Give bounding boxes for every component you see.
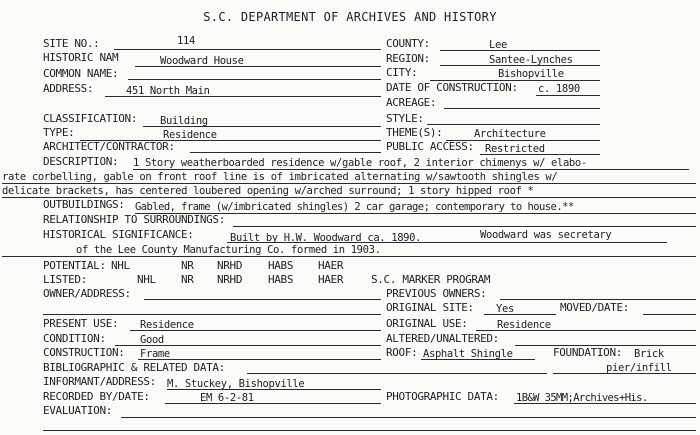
significance-line-1: Built by H.W. Woodward ca. 1890. [230, 232, 422, 244]
listed-nr: NR [181, 273, 194, 286]
outbuildings-value: Gabled, frame (w/imbricated shingles) 2 car garage; contemporary to house.** [135, 201, 574, 213]
roof-label: ROOF: [386, 346, 418, 359]
site-no-label: SITE NO.: [43, 37, 100, 50]
construction-value: Frame [140, 348, 170, 360]
form-header: S.C. DEPARTMENT OF ARCHIVES AND HISTORY [203, 10, 497, 24]
photographic-data-value: 1B&W 35MM;Archives+His. [516, 392, 648, 404]
type-value: Residence [163, 129, 217, 141]
roof-value: Asphalt Shingle [423, 348, 513, 360]
description-label: DESCRIPTION: [43, 155, 119, 168]
owner-address-label: OWNER/ADDRESS: [43, 287, 131, 300]
architect-label: ARCHITECT/CONTRACTOR: [43, 140, 175, 153]
outbuildings-label: OUTBUILDINGS: [43, 198, 125, 211]
informant-value: M. Stuckey, Bishopville [167, 378, 305, 390]
listed-habs: HABS [268, 273, 294, 286]
marker-program-label: S.C. MARKER PROGRAM [371, 273, 491, 286]
city-label: CITY: [386, 66, 418, 79]
city-value: Bishopville [498, 68, 564, 80]
significance-line-1b: Woodward was secretary [480, 229, 612, 241]
condition-label: CONDITION: [43, 332, 106, 345]
public-access-value: Restricted [485, 143, 545, 155]
previous-owners-label: PREVIOUS OWNERS: [386, 287, 487, 300]
site-no-value: 114 [177, 35, 195, 47]
original-site-label: ORIGINAL SITE: [386, 301, 474, 314]
date-construction-value: c. 1890 [538, 83, 580, 95]
original-use-value: Residence [497, 319, 551, 331]
listed-label: LISTED: [43, 273, 87, 286]
theme-value: Architecture [474, 128, 546, 140]
construction-label: CONSTRUCTION: [43, 346, 125, 359]
style-label: STYLE: [386, 112, 424, 125]
theme-label: THEME(S): [386, 126, 443, 139]
county-label: COUNTY: [386, 37, 430, 50]
photographic-data-label: PHOTOGRAPHIC DATA: [386, 390, 499, 403]
public-access-label: PUBLIC ACCESS: [386, 140, 474, 153]
recorded-by-value: EM 6-2-81 [200, 392, 254, 404]
common-name-label: COMMON NAME: [43, 67, 119, 80]
moved-date-label: MOVED/DATE: [560, 301, 629, 314]
historic-name-label: HISTORIC NAM [43, 51, 119, 64]
significance-line-2: of the Lee County Manufacturing Co. formed in 1903. [76, 244, 381, 256]
description-line-2: rate corbelling, gable on front roof line is of imbricated alternating w/sawtooth shingles w/ [2, 171, 558, 183]
altered-unaltered-label: ALTERED/UNALTERED: [386, 332, 499, 345]
potential-nr: NR [181, 259, 194, 272]
classification-label: CLASSIFICATION: [43, 112, 138, 125]
classification-value: Building [160, 115, 208, 127]
region-value: Santee-Lynches [489, 54, 573, 66]
potential-label: POTENTIAL: [43, 259, 106, 272]
description-line-1: 1 Story weatherboarded residence w/gable roof, 2 interior chimenys w/ elabo- [133, 157, 587, 169]
county-value: Lee [489, 39, 507, 51]
condition-value: Good [140, 334, 164, 346]
foundation-value: Brick [634, 348, 664, 360]
informant-label: INFORMANT/ADDRESS: [43, 375, 156, 388]
present-use-value: Residence [140, 319, 194, 331]
potential-habs: HABS [268, 259, 294, 272]
address-value: 451 North Main [126, 85, 210, 97]
foundation-value-2: pier/infill [606, 362, 672, 374]
listed-nhl: NHL [137, 273, 156, 286]
potential-haer: HAER [318, 259, 344, 272]
evaluation-label: EVALUATION: [43, 404, 112, 417]
historic-name-value: Woodward House [160, 55, 244, 67]
significance-label: HISTORICAL SIGNIFICANCE: [43, 228, 194, 241]
bibliographic-label: BIBLIOGRAPHIC & RELATED DATA: [43, 361, 225, 374]
address-label: ADDRESS: [43, 82, 94, 95]
date-construction-label: DATE OF CONSTRUCTION: [386, 81, 518, 94]
potential-nrhd: NRHD [217, 259, 243, 272]
region-label: REGION: [386, 52, 430, 65]
present-use-label: PRESENT USE: [43, 317, 119, 330]
description-line-3: delicate brackets, has centered loubered opening w/arched surround; 1 story hipped roof * [2, 185, 534, 197]
relationship-label: RELATIONSHIP TO SURROUNDINGS: [43, 213, 225, 226]
foundation-label: FOUNDATION: [553, 346, 622, 359]
type-label: TYPE: [43, 126, 75, 139]
acreage-label: ACREAGE: [386, 96, 437, 109]
listed-haer: HAER [318, 273, 344, 286]
recorded-by-label: RECORDED BY/DATE: [43, 390, 150, 403]
original-site-value: Yes [496, 303, 514, 315]
original-use-label: ORIGINAL USE: [386, 317, 468, 330]
listed-nrhd: NRHD [217, 273, 243, 286]
potential-nhl: NHL [111, 259, 130, 272]
